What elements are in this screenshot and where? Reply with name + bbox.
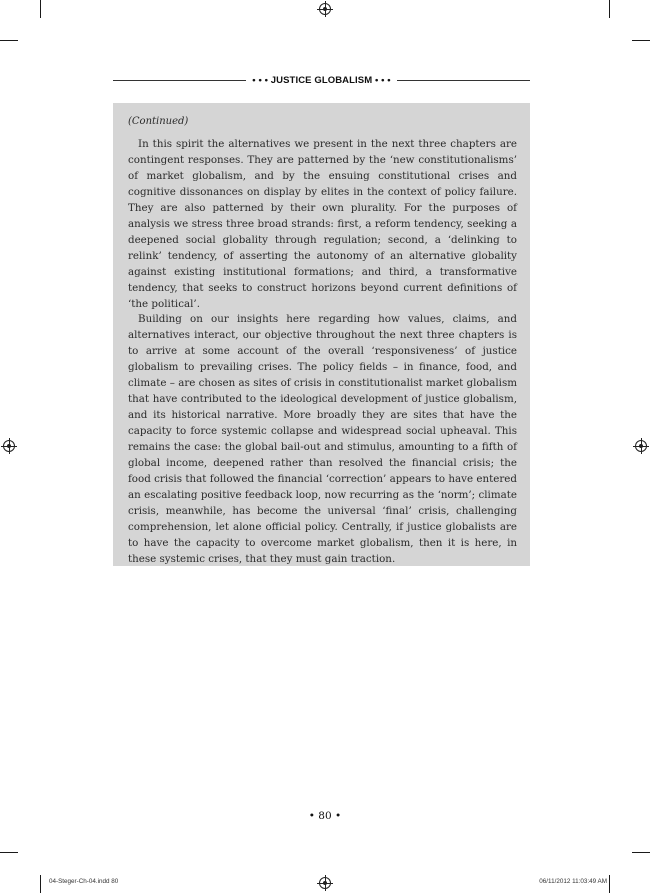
running-head-title: • • • JUSTICE GLOBALISM • • •: [252, 74, 391, 86]
registration-mark-icon: [319, 3, 331, 15]
slug-timestamp: 06/11/2012 11:03:49 AM: [539, 878, 607, 885]
crop-mark: [609, 0, 610, 18]
crop-mark: [0, 852, 18, 853]
crop-mark: [40, 875, 41, 893]
crop-mark: [0, 40, 18, 41]
continued-label: (Continued): [128, 116, 189, 127]
crop-mark: [40, 0, 41, 18]
registration-mark-icon: [319, 877, 331, 889]
running-head-rule-left: [113, 80, 246, 81]
crop-mark: [609, 875, 610, 893]
body-paragraph: Building on our insights here regarding how values, claims, and alternatives interact, our objective throughout the next three chapters is to arrive at some account of the overall ‘responsiveness’ of justice globalism to prevailing crises. The policy fields – in finance, food, and climate – are chosen as sites of crisis in constitutionalist market globalism that have contributed to the ideological development of justice globalism, and its historical narrative. More broadly they are sites that have the capacity to force systemic collapse and widespread social upheaval. This remains the case: the global bail-out and stimulus, amounting to a fifth of global income, deepened rather than resolved the financial crisis; the food crisis that followed the financial ‘correction’ appears to have entered an escalating positive feedback loop, now recurring as the ‘norm’; climate crisis, meanwhile, has become the universal ‘final’ crisis, challenging comprehension, let alone official policy. Centrally, if justice globalists are to have the capacity to overcome market globalism, then it is here, in these systemic crises, that they must gain traction.: [128, 313, 517, 565]
body-paragraph: In this spirit the alternatives we present in the next three chapters are contingent responses. They are patterned by the ‘new constitutionalisms’ of market globalism, and by the ensuing constitutional crises and cognitive dissonances on display by elites in the context of policy failure. They are also patterned by their own plurality. For the purposes of analysis we stress three broad strands: first, a reform tendency, seeking a deepened social globality through regulation; second, a ‘delinking to relink’ tendency, of asserting the autonomy of an alternative globality against existing institutional formations; and third, a transformative tendency, that seeks to construct horizons beyond current definitions of ‘the political’.: [128, 138, 517, 310]
running-head: [113, 72, 530, 88]
page-number: • 80 •: [308, 810, 342, 822]
registration-mark-icon: [635, 440, 647, 452]
boxed-text: [113, 103, 530, 566]
slug-file: 04-Steger-Ch-04.indd 80: [49, 878, 119, 885]
crop-mark: [632, 40, 650, 41]
registration-mark-icon: [3, 440, 15, 452]
running-head-rule-right: [397, 80, 530, 81]
crop-mark: [632, 852, 650, 853]
